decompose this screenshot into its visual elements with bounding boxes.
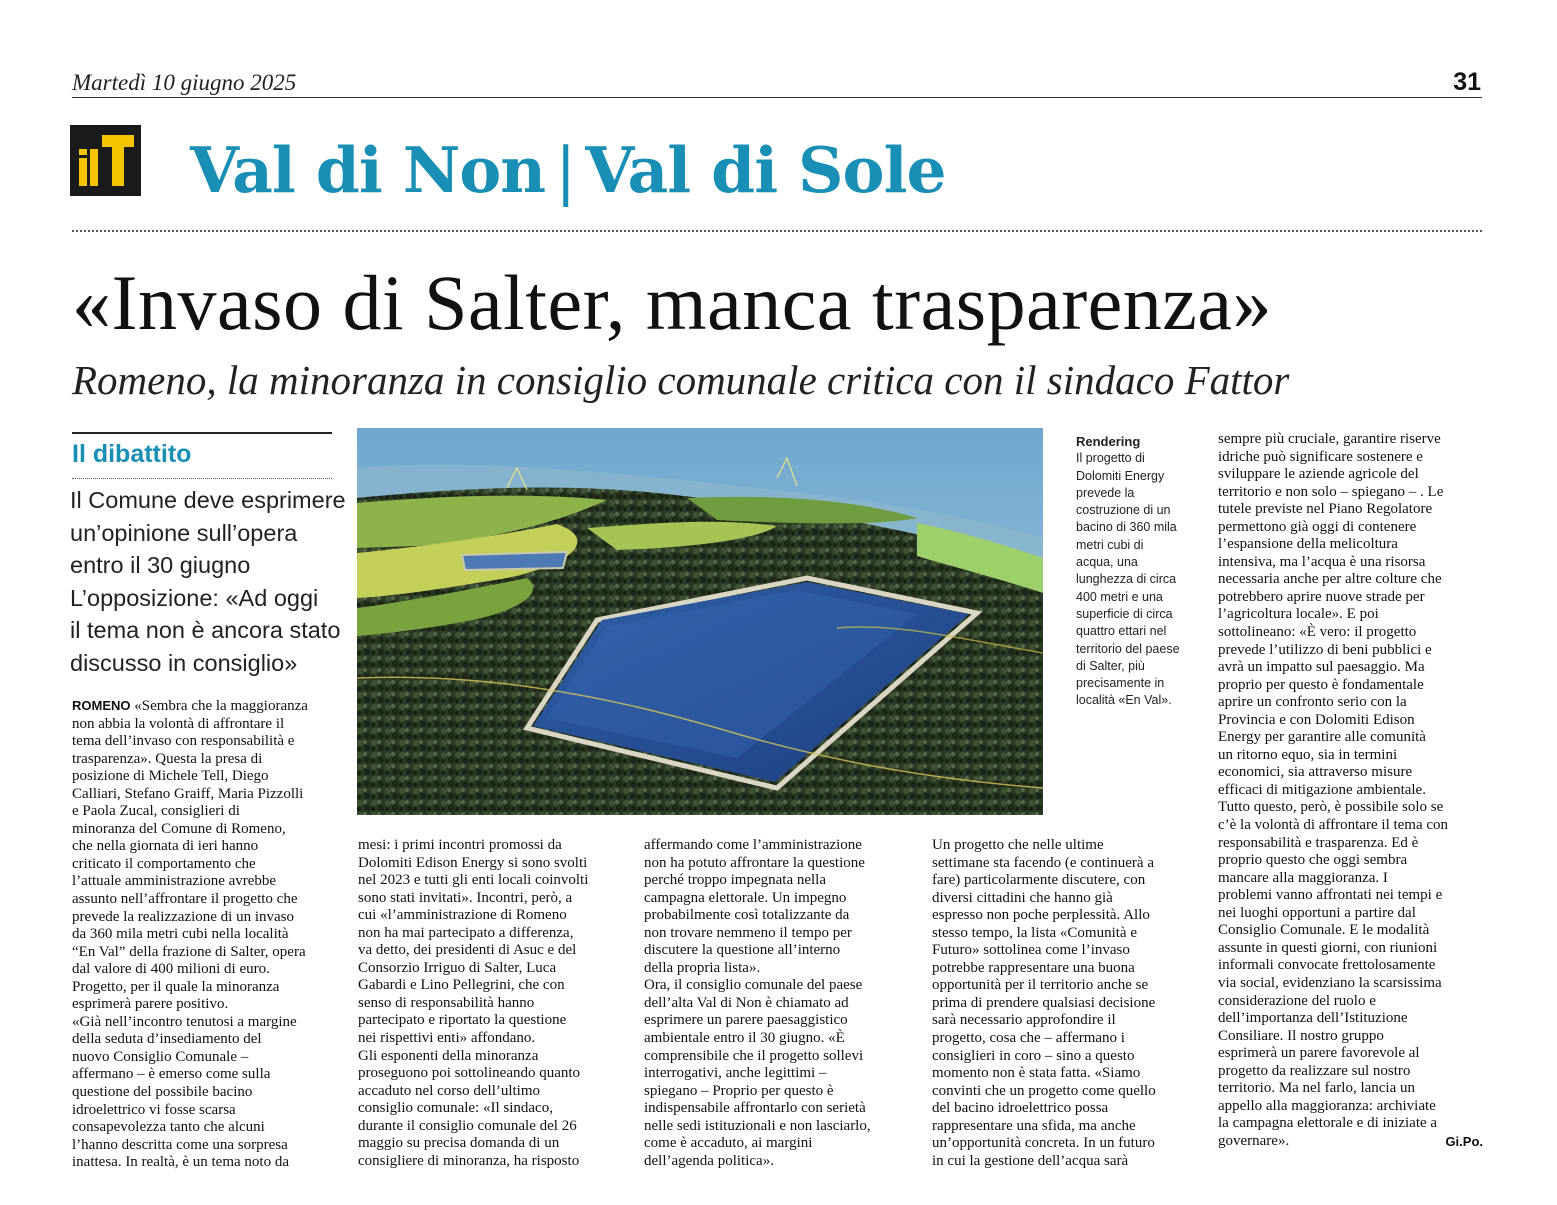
body-line: Tutto questo, però, è possibile solo se [1218,799,1444,816]
body-line: maggio su precisa domanda di un [358,1135,560,1152]
body-line: l’espansione della melicoltura [1218,536,1398,553]
body-line: nei rispettivi enti» affondano. [358,1030,536,1047]
body-line [72,697,340,716]
body-line: Futuro» sottolinea come l’invaso [932,942,1130,959]
body-line: idriche può significare sostenere e [1218,448,1423,465]
body-line: considerazione del ruolo e [1218,992,1376,1009]
article-summary [70,484,346,679]
photo-caption [1076,433,1201,710]
body-line: dell’agenda politica». [644,1152,774,1169]
body-line: della propria lista». [644,959,761,976]
body-line: problemi vanno affrontati nei tempi e [1218,887,1443,904]
body-line: consiglieri in coro – sino a questo [932,1047,1135,1064]
body-line: della seduta d’insediamento del [72,1031,262,1048]
body-line: settimane sta facendo (e continuerà a [932,854,1154,871]
rendering-photo [357,428,1043,815]
caption-line: località «En Val». [1076,693,1172,708]
body-line: potrebbe rappresentare una buona [932,959,1135,976]
body-line: efficaci di mitigazione ambientale. [1218,781,1426,798]
body-line: consigliere di minoranza, ha risposto [358,1152,580,1169]
section-title [190,133,946,207]
dateline: ROMENO [72,698,131,713]
body-line: rappresentare una sfida, ma anche [932,1117,1136,1134]
body-line: via social, evidenziano la scarsissima [1218,974,1442,991]
body-line: dell’alta Val di Non è chiamato ad [644,994,849,1011]
body-column-4 [932,837,1202,1170]
body-line: potrebbero aprire nuove strade per [1218,588,1425,605]
body-line: tutele previste nel Piano Regolatore [1218,501,1433,518]
body-line: in cui la gestione dell’acqua sarà [932,1152,1129,1169]
body-line: diversi cittadini che hanno già [932,889,1113,906]
caption-title: Rendering [1076,434,1141,449]
body-line: Calliari, Stefano Graiff, Maria Pizzolli [72,785,304,802]
body-line: appello alla maggioranza: archiviate [1218,1097,1436,1114]
body-line: espresso non poche perplessità. Allo [932,907,1150,924]
body-line: partecipato e riportato la questione [358,1012,567,1029]
body-line: esprimerà un parere favorevole al [1218,1045,1420,1062]
body-line: criticato il comportamento che [72,855,256,872]
body-line: va detto, dei presidenti di Asuc e del [358,942,577,959]
caption-line: acqua, una [1076,555,1138,570]
body-line: Consorzio Irriguo di Salter, Luca [358,959,557,976]
caption-line: prevede la [1076,485,1135,500]
summary-line: il tema non è ancora stato [70,617,341,643]
body-line: tema dell’invaso con responsabilità e [72,733,295,750]
newspaper-logo [70,125,141,196]
body-line: permettono già oggi di contenere [1218,518,1417,535]
body-line: intensiva, ma l’acqua è una risorsa [1218,553,1426,570]
body-line: affermando come l’amministrazione [644,837,862,853]
body-line: esprimere un parere paesaggistico [644,1012,848,1029]
logo-mark-icon [70,125,141,196]
summary-line: Il Comune deve esprimere [70,487,346,513]
body-column-2 [358,837,628,1170]
body-line: Consiliare. Il nostro gruppo [1218,1027,1384,1044]
caption-line: costruzione di un [1076,503,1171,518]
summary-line: discusso in consiglio» [70,649,298,676]
body-line: l’agricoltura locale». E poi [1218,606,1379,623]
body-line: inattesa. In realtà, è un tema noto da [72,1154,289,1171]
body-line: un ritorno equo, sia in termini [1218,746,1398,763]
body-line: che nella giornata di ieri hanno [72,838,259,855]
body-column-3 [644,837,914,1170]
body-line: stesso tempo, la lista «Comunità e [932,924,1137,941]
body-line: sono stati invitati». Incontri, però, a [358,889,573,906]
body-line: interrogativi, anche legittimi – [644,1065,827,1082]
body-line: proprio per questo è fondamentale [1218,676,1424,693]
body-line: Un progetto che nelle ultime [932,837,1104,853]
body-line: convinti che un progetto come quello [932,1082,1156,1099]
body-line: Energy per garantire alle comunità [1218,729,1426,746]
body-line: senso di responsabilità hanno [358,994,535,1011]
section-separator: | [555,134,576,207]
body-line: sempre più cruciale, garantire riserve [1218,431,1441,447]
body-line: perché troppo impegnata nella [644,872,827,889]
caption-line: lunghezza di circa [1076,572,1177,587]
body-line: c’è la volontà di affrontare il tema con [1218,817,1449,834]
body-column-1 [72,697,340,1172]
body-line-text: «Sembra che la maggioranza [134,698,308,714]
body-line: economici, sia attraverso misure [1218,764,1413,781]
body-line: opportunità per il territorio anche se [932,977,1149,994]
body-column-5 [1218,431,1483,1150]
body-line: prima di prendere qualsiasi decisione [932,994,1156,1011]
body-line: necessaria anche per altre colture che [1218,571,1442,588]
body-line: durante il consiglio comunale del 26 [358,1117,577,1134]
body-line: probabilmente così totalizzante da [644,907,850,924]
page-number: 31 [1453,68,1481,96]
body-line: spiegano – Proprio per questo è [644,1082,834,1099]
body-line: assunto nell’affrontare il progetto che [72,891,298,908]
body-line: proprio questo che oggi sembra [1218,852,1408,869]
header-rule [72,97,1482,98]
body-line: Dolomiti Edison Energy si sono svolti [358,854,588,871]
body-line: mesi: i primi incontri promossi da [358,837,562,853]
body-line: come è accaduto, ai margini [644,1135,813,1152]
body-line: sarà necessario approfondire il [932,1012,1116,1029]
summary-line: un’opinione sull’opera [70,519,298,546]
body-line: sottolineano: «È vero: il progetto [1218,624,1417,641]
issue-date: Martedì 10 giugno 2025 [72,70,297,95]
article-subheadline: Romeno, la minoranza in consiglio comunale critica con il sindaco Fattor [72,357,1290,403]
body-line: comprensibile che il progetto sollevi [644,1047,864,1064]
body-line [1218,1133,1483,1151]
body-line: affermano – è emerso come sulla [72,1066,271,1083]
caption-line: 400 metri e una [1076,589,1163,604]
body-line: Provincia e con Dolomiti Edison [1218,711,1415,728]
body-line: territorio e non solo – spiegano – . Le [1218,483,1444,500]
kicker-label: Il dibattito [72,440,192,468]
body-line: Ora, il consiglio comunale del paese [644,977,863,994]
body-line: proseguono poi sottolineando quanto [358,1065,581,1082]
body-line: territorio. Ma nel farlo, lancia un [1218,1080,1416,1097]
caption-line: Dolomiti Energy [1076,468,1165,483]
body-line: accaduto nel corso dell’ultimo [358,1082,541,1099]
caption-line: superficie di circa [1076,606,1173,621]
caption-line: Il progetto di [1076,451,1145,466]
body-line: responsabilità e trasparenza. Ed è [1218,834,1419,851]
kicker-dotted-rule [72,478,332,479]
reservoir-rendering-image [357,428,1043,815]
body-line: avrà un impatto sul paesaggio. Ma [1218,659,1425,676]
body-line: “En Val” della frazione di Salter, opera [72,943,306,960]
body-line: discutere la questione all’interno [644,942,841,959]
section-val-di-sole: Val di Sole [585,133,946,207]
caption-line: precisamente in [1076,676,1165,691]
body-line: campagna elettorale. Un impegno [644,889,847,906]
caption-line: territorio del paese [1076,641,1180,656]
body-line-text: governare». [1218,1132,1290,1149]
body-line: esprimerà parere positivo. [72,996,229,1013]
body-line: un’opportunità concreta. In un futuro [932,1135,1155,1152]
author-signoff: Gi.Po. [1445,1133,1483,1149]
body-line: da 360 mila metri cubi nella località [72,926,289,943]
body-line: non trovare nemmeno il tempo per [644,924,852,941]
caption-line: quattro ettari nel [1076,624,1167,639]
kicker-rule [72,432,332,434]
body-line: trasparenza». Questa la presa di [72,750,263,767]
body-line: non ha potuto affrontare la questione [644,854,865,871]
body-line: non ha mai partecipato a differenza, [358,924,574,941]
body-line: l’attuale amministrazione avrebbe [72,873,277,890]
body-line: mancare alla maggioranza. I [1218,869,1388,886]
summary-line: L’opposizione: «Ad oggi [70,584,319,611]
body-line: ambientale entro il 30 giugno. «È [644,1030,845,1047]
body-line: nel 2023 e tutti gli enti locali coinvolti [358,872,589,889]
body-line: la campagna elettorale e di iniziate a [1218,1115,1438,1132]
body-line: consiglio comunale: «Il sindaco, [358,1100,553,1117]
body-line: non abbia la volontà di affrontare il [72,715,285,732]
body-line: fare) particolarmente discutere, con [932,872,1146,889]
body-line: minoranza del Comune di Romeno, [72,820,286,837]
body-line: e Paola Zucal, consiglieri di [72,803,240,820]
body-line: idroelettrico vi fosse scarsa [72,1101,236,1118]
body-line: progetto da realizzare sul nostro [1218,1062,1411,1079]
summary-line: entro il 30 giugno [70,552,251,578]
body-line: dell’importanza dell’Istituzione [1218,1010,1408,1027]
section-val-di-non: Val di Non [190,133,546,207]
body-line: progetto, cosa che – affermano i [932,1030,1125,1047]
body-line: Gabardi e Lino Pellegrini, che con [358,977,565,994]
caption-line: bacino di 360 mila [1076,520,1177,535]
body-line: l’hanno descritta come una sorpresa [72,1136,288,1153]
body-line: prevede la realizzazione di un invaso [72,908,294,925]
body-line: aprire un confronto serio con la [1218,694,1407,711]
body-line: momento non è stata fatta. «Siamo [932,1065,1141,1082]
body-line: Progetto, per il quale la minoranza [72,978,280,995]
body-line: «Già nell’incontro tenutosi a margine [72,1013,297,1030]
body-line: nei luoghi opportuni a partire dal [1218,904,1416,921]
caption-line: metri cubi di [1076,537,1144,552]
body-line: dal valore di 400 milioni di euro. [72,961,270,978]
body-line: sviluppare le aziende agricole del [1218,466,1419,483]
body-line: assunte in questi giorni, con riunioni [1218,939,1438,956]
body-line: nuovo Consiglio Comunale – [72,1048,249,1065]
body-line: posizione di Michele Tell, Diego [72,768,269,785]
caption-line: di Salter, più [1076,658,1145,673]
body-line: nelle sedi istituzionali e non lasciarlo, [644,1117,871,1134]
article-headline: «Invaso di Salter, manca trasparenza» [72,259,1273,346]
body-line: prevede l’utilizzo di beni pubblici e [1218,641,1432,658]
body-line: Gli esponenti della minoranza [358,1047,539,1064]
body-line: indispensabile affrontarlo con serietà [644,1100,866,1117]
body-line: consapevolezza tanto che alcuni [72,1119,265,1136]
section-dotted-rule [72,230,1482,232]
body-line: informali convocate frettolosamente [1218,957,1436,974]
body-line: del bacino idroelettrico possa [932,1100,1109,1117]
body-line: Consiglio Comunale. E le modalità [1218,922,1430,939]
body-line: cui «l’amministrazione di Romeno [358,907,567,924]
body-line: questione del possibile bacino [72,1084,253,1101]
